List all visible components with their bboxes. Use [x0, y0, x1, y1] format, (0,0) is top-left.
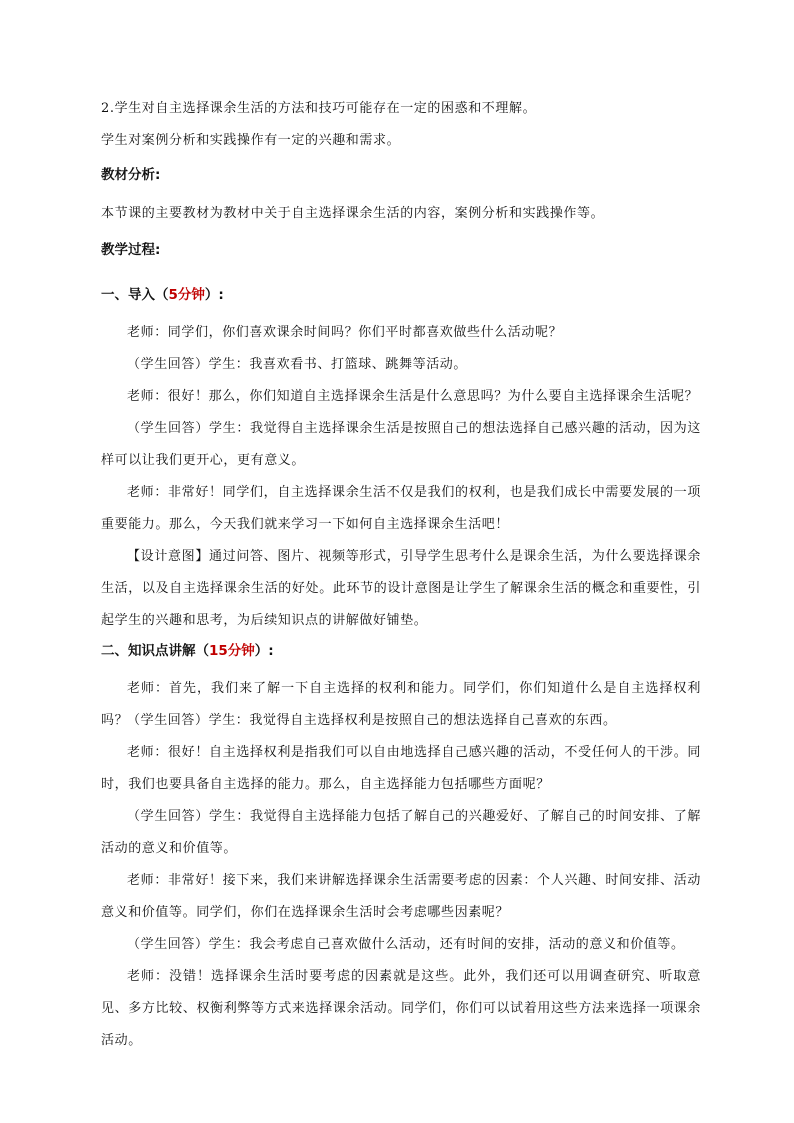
section2-paragraph-7: 老师：没错！选择课余生活时要考虑的因素就是这些。此外，我们还可以用调查研究、听取意见、多方比较、权衡利弊等方式来选择课余活动。同学们，你们可以试着用这些方法来选择一项课余活动。 — [101, 969, 701, 1048]
section2-duration: 15分钟 — [209, 643, 255, 659]
section1-paragraph-4: （学生回答）学生：我觉得自主选择课余生活是按照自己的想法选择自己感兴趣的活动，因为这样可以让我们更开心，更有意义。 — [101, 421, 701, 468]
section1-heading — [101, 285, 224, 305]
materials-text: 本节课的主要教材为教材中关于自主选择课余生活的内容，案例分析和实践操作等。 — [101, 206, 605, 221]
section2-paragraph-5: 老师：非常好！接下来，我们来讲解选择课余生活需要考虑的因素：个人兴趣、时间安排、活动意义和价值等。同学们，你们在选择课余生活时会考虑哪些因素呢？ — [101, 873, 701, 920]
section1-paragraph-1: 老师：同学们，你们喜欢课余时间吗？你们平时都喜欢做些什么活动呢？ — [127, 325, 563, 340]
section1-paragraph-2: （学生回答）学生：我喜欢看书、打篮球、跳舞等活动。 — [127, 357, 468, 372]
design-intent-paragraph: 【设计意图】通过问答、图片、视频等形式，引导学生思考什么是课余生活，为什么要选择课余生活，以及自主选择课余生活的好处。此环节的设计意图是让学生了解课余生活的概念和重要性，引起学生的兴趣和思考，为后续知识点的讲解做好铺垫。 — [101, 549, 701, 628]
section1-paragraph-5: 老师：非常好！同学们，自主选择课余生活不仅是我们的权利，也是我们成长中需要发展的一项重要能力。那么，今天我们就来学习一下如何自主选择课余生活吧！ — [101, 485, 701, 532]
section1-duration: 5分钟 — [168, 287, 205, 303]
section1-heading-prefix: 一、导入（ — [101, 287, 169, 303]
section2-paragraph-2: （学生回答）学生：我觉得自主选择权利是按照自己的想法选择自己喜欢的东西。 — [127, 713, 617, 728]
section1-paragraph-3: 老师：很好！那么，你们知道自主选择课余生活是什么意思吗？为什么要自主选择课余生活呢？ — [127, 389, 699, 404]
process-heading: 教学过程: — [101, 242, 161, 258]
intro-line-1: 2.学生对自主选择课余生活的方法和技巧可能存在一定的困惑和不理解。 — [101, 101, 537, 116]
materials-heading: 教材分析: — [101, 167, 161, 183]
section2-heading — [101, 641, 274, 661]
section2-heading-prefix: 二、知识点讲解（ — [101, 643, 209, 659]
section2-paragraph-1: 老师：首先，我们来了解一下自主选择的权利和能力。同学们，你们知道什么是自主选择权利吗？ — [101, 681, 701, 728]
section2-paragraph-4: （学生回答）学生：我觉得自主选择能力包括了解自己的兴趣爱好、了解自己的时间安排、了解活动的意义和价值等。 — [101, 809, 701, 856]
section1-heading-suffix: ）: — [204, 287, 224, 303]
section2-paragraph-6: （学生回答）学生：我会考虑自己喜欢做什么活动，还有时间的安排，活动的意义和价值等。 — [127, 937, 685, 952]
section2-paragraph-3: 老师：很好！自主选择权利是指我们可以自由地选择自己感兴趣的活动，不受任何人的干涉。同时，我们也要具备自主选择的能力。那么，自主选择能力包括哪些方面呢？ — [101, 745, 701, 792]
section2-heading-suffix: ）: — [254, 643, 274, 659]
intro-line-2: 学生对案例分析和实践操作有一定的兴趣和需求。 — [101, 133, 401, 148]
